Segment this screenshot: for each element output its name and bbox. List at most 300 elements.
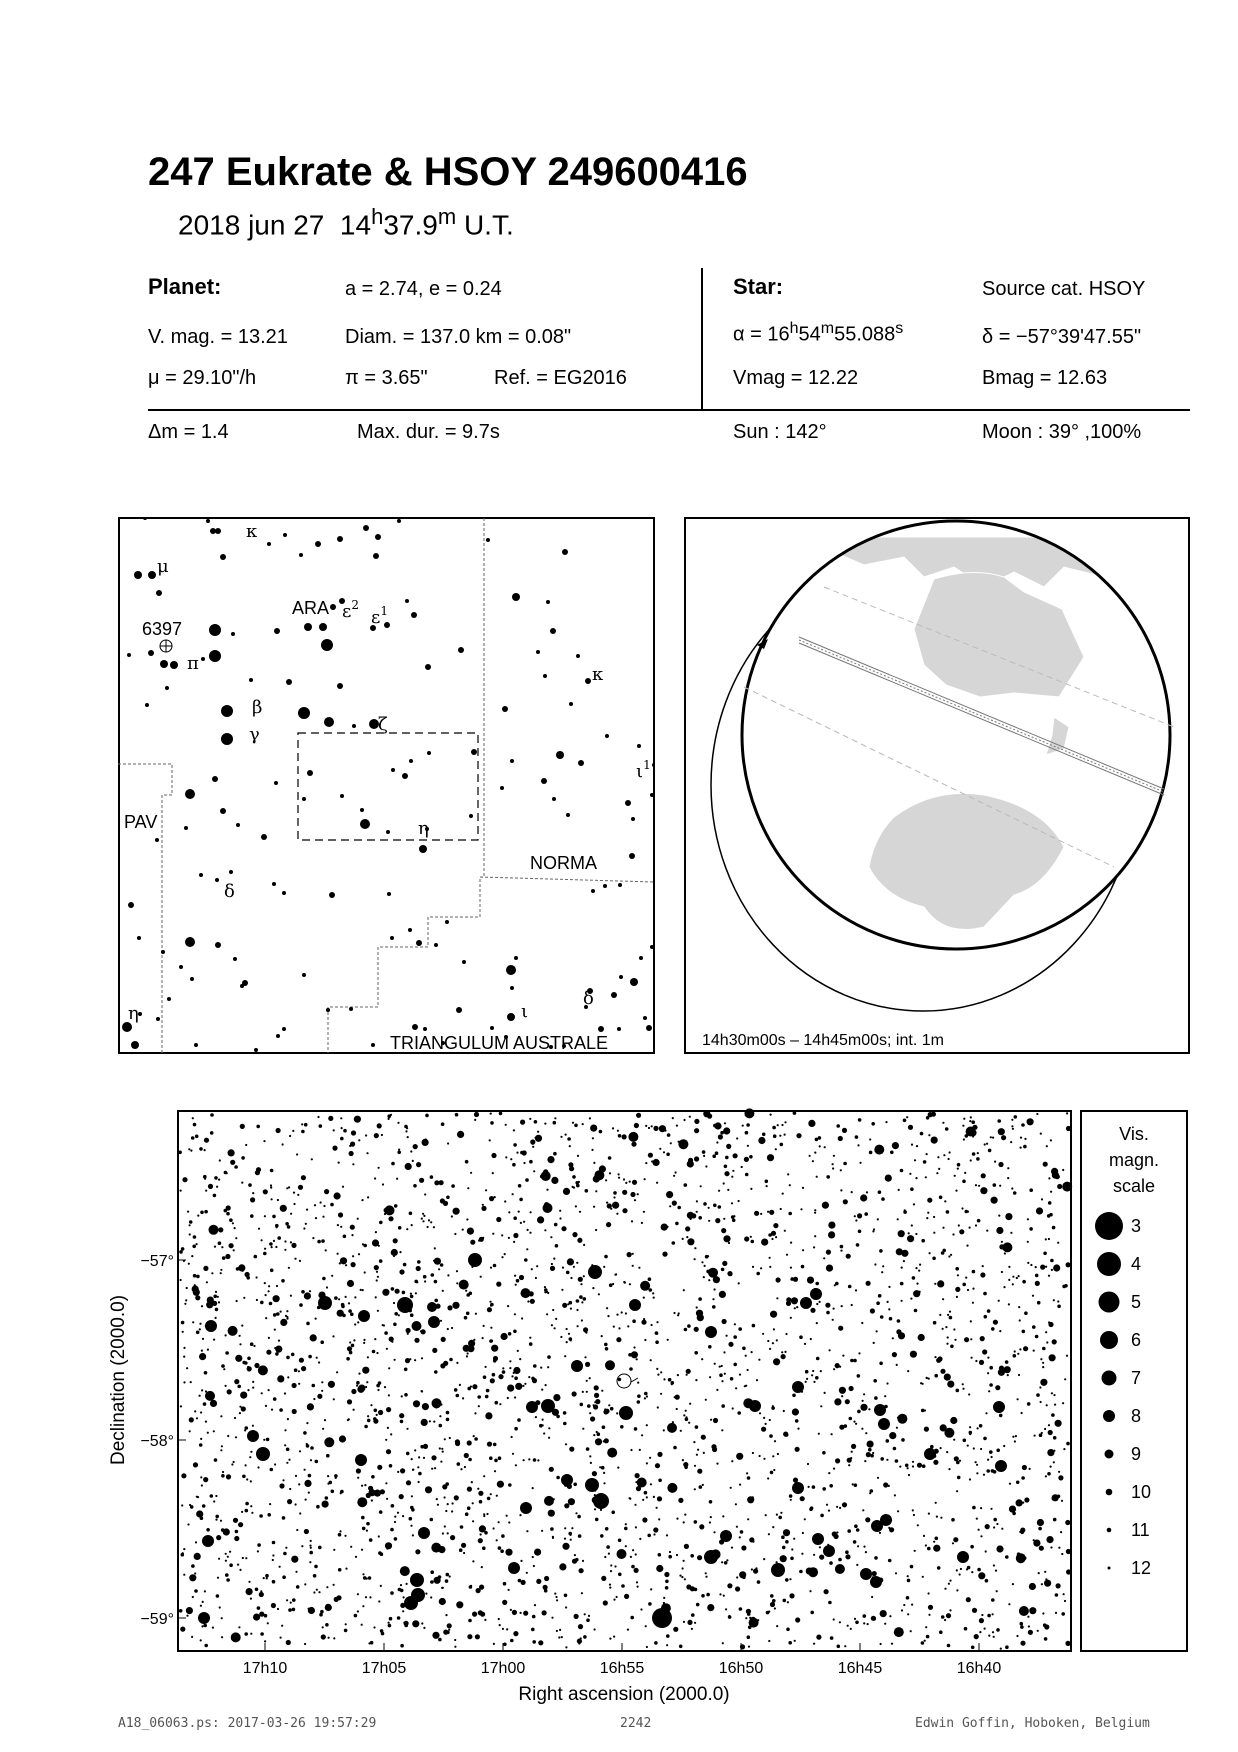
field-star	[1057, 1305, 1061, 1309]
field-star	[728, 1242, 730, 1244]
field-star	[921, 1641, 925, 1645]
field-star	[687, 1238, 694, 1245]
field-star	[563, 1411, 567, 1415]
field-star	[949, 1609, 951, 1611]
field-star	[252, 1192, 254, 1194]
field-star	[582, 1428, 584, 1430]
legend-dot	[1105, 1450, 1114, 1459]
field-star	[776, 1625, 778, 1627]
field-star	[338, 1212, 343, 1217]
field-star	[529, 1118, 531, 1120]
field-star	[519, 1358, 521, 1360]
field-star	[629, 1498, 631, 1500]
field-star	[495, 1401, 499, 1405]
field-star	[430, 1518, 434, 1522]
field-star	[616, 1596, 618, 1598]
field-star	[326, 1586, 328, 1588]
field-star	[582, 1391, 584, 1393]
field-star	[194, 1572, 196, 1574]
field-star	[259, 1592, 264, 1597]
field-star	[810, 1308, 815, 1313]
field-star	[805, 1381, 807, 1383]
field-star	[284, 1249, 286, 1251]
field-star	[563, 1422, 567, 1426]
legend-title-1: Vis.	[1119, 1124, 1149, 1144]
finder-star	[619, 975, 623, 979]
field-star	[881, 1271, 883, 1273]
field-star	[933, 1541, 935, 1543]
ytick-label: −59°	[140, 1611, 174, 1628]
field-star	[874, 1556, 878, 1560]
label-delta: δ	[224, 881, 235, 902]
field-star	[1029, 1607, 1036, 1614]
field-star	[633, 1346, 635, 1348]
field-star	[663, 1597, 665, 1599]
field-star	[294, 1258, 296, 1260]
legend-dot	[1107, 1528, 1112, 1533]
field-star	[992, 1613, 994, 1615]
field-star	[573, 1266, 575, 1268]
field-star	[676, 1518, 678, 1520]
field-star	[410, 1525, 412, 1527]
field-star	[305, 1499, 307, 1501]
finder-star	[618, 883, 622, 887]
field-star	[328, 1637, 330, 1639]
field-star	[235, 1355, 242, 1362]
field-star	[780, 1208, 782, 1210]
field-star	[493, 1527, 495, 1529]
field-star	[988, 1149, 992, 1153]
field-star	[911, 1224, 913, 1226]
field-star	[342, 1186, 344, 1188]
field-bright-star	[800, 1297, 812, 1309]
finder-star	[215, 528, 221, 534]
field-star	[713, 1276, 720, 1283]
field-star	[580, 1403, 584, 1407]
field-star	[816, 1303, 818, 1305]
field-star	[446, 1196, 450, 1200]
field-star	[589, 1117, 591, 1119]
field-star	[532, 1556, 534, 1558]
field-bright-star	[526, 1401, 538, 1413]
field-star	[233, 1461, 235, 1463]
field-star	[814, 1209, 816, 1211]
field-star	[598, 1293, 600, 1295]
field-star	[768, 1233, 772, 1237]
field-star	[220, 1415, 222, 1417]
field-star	[634, 1504, 636, 1506]
field-star	[694, 1488, 696, 1490]
field-star	[870, 1308, 875, 1313]
field-star	[734, 1323, 736, 1325]
field-star	[643, 1297, 645, 1299]
field-star	[928, 1378, 930, 1380]
field-star	[196, 1275, 200, 1279]
field-star	[634, 1199, 636, 1201]
field-bright-star	[880, 1514, 892, 1526]
ra-prefix: α = 16	[733, 323, 790, 346]
field-star	[555, 1318, 557, 1320]
field-star	[374, 1177, 376, 1179]
field-star	[946, 1210, 950, 1214]
field-star	[954, 1456, 959, 1461]
field-star	[608, 1553, 610, 1555]
field-star	[268, 1285, 270, 1287]
label-ara: ARA	[292, 598, 330, 618]
field-star	[713, 1418, 718, 1423]
field-star	[430, 1596, 432, 1598]
field-star	[501, 1256, 503, 1258]
field-star	[506, 1628, 508, 1630]
field-star	[585, 1189, 589, 1193]
minutes-unit: m	[437, 204, 457, 229]
finder-star	[471, 749, 477, 755]
field-star	[592, 1137, 594, 1139]
field-star	[683, 1621, 685, 1623]
field-star	[542, 1424, 544, 1426]
field-star	[214, 1458, 218, 1462]
field-star	[482, 1546, 486, 1550]
field-star	[948, 1158, 950, 1160]
field-star	[451, 1215, 453, 1217]
field-star	[992, 1631, 994, 1633]
field-star	[731, 1547, 733, 1549]
field-star	[639, 1449, 641, 1451]
field-star	[415, 1292, 417, 1294]
field-star	[786, 1254, 788, 1256]
field-star	[470, 1240, 475, 1245]
field-star	[482, 1204, 484, 1206]
field-star	[379, 1259, 383, 1263]
field-star	[1005, 1213, 1012, 1220]
field-star	[501, 1534, 505, 1538]
field-star	[828, 1472, 830, 1474]
field-star	[232, 1222, 234, 1224]
field-star	[683, 1414, 685, 1416]
field-star	[282, 1516, 286, 1520]
field-star	[975, 1461, 977, 1463]
field-star	[576, 1262, 578, 1264]
field-star	[319, 1124, 323, 1128]
field-star	[479, 1525, 486, 1532]
field-star	[1018, 1306, 1020, 1308]
field-star	[396, 1178, 398, 1180]
field-star	[981, 1614, 983, 1616]
field-star	[686, 1584, 691, 1589]
finder-star	[161, 950, 165, 954]
field-star	[406, 1583, 408, 1585]
field-star	[1014, 1115, 1018, 1119]
field-star	[213, 1339, 215, 1341]
field-star	[357, 1610, 359, 1612]
field-star	[595, 1518, 599, 1522]
field-star	[638, 1395, 640, 1397]
field-star	[472, 1502, 474, 1504]
field-star	[829, 1484, 833, 1488]
field-star	[483, 1325, 485, 1327]
field-star	[614, 1565, 616, 1567]
field-star	[925, 1626, 927, 1628]
field-star	[459, 1280, 469, 1290]
field-star	[680, 1430, 682, 1432]
field-star	[678, 1139, 688, 1149]
finder-star	[209, 624, 221, 636]
footer-author: Edwin Goffin, Hoboken, Belgium	[915, 1716, 1150, 1731]
field-star	[655, 1340, 659, 1344]
field-star	[587, 1404, 591, 1408]
field-star	[568, 1333, 570, 1335]
field-star	[340, 1226, 342, 1228]
field-star	[565, 1606, 567, 1608]
field-star	[986, 1143, 988, 1145]
field-star	[299, 1450, 301, 1452]
field-star	[956, 1461, 960, 1465]
field-star	[744, 1157, 749, 1162]
finder-star	[286, 679, 292, 685]
field-star	[878, 1190, 882, 1194]
field-star	[911, 1604, 913, 1606]
field-star	[907, 1575, 909, 1577]
field-star	[976, 1518, 978, 1520]
field-star	[767, 1340, 769, 1342]
field-star	[812, 1160, 814, 1162]
field-star	[943, 1154, 945, 1156]
field-star	[752, 1266, 754, 1268]
field-star	[554, 1327, 556, 1329]
field-star	[217, 1296, 219, 1298]
field-star	[910, 1187, 914, 1191]
field-star	[806, 1378, 808, 1380]
field-star	[637, 1193, 639, 1195]
field-star	[423, 1627, 425, 1629]
field-star	[713, 1124, 717, 1128]
field-star	[286, 1187, 288, 1189]
field-star	[713, 1531, 715, 1533]
field-star	[653, 1527, 658, 1532]
field-star	[1066, 1442, 1070, 1446]
finder-star	[591, 889, 595, 893]
field-star	[772, 1599, 776, 1603]
field-star	[666, 1634, 670, 1638]
field-star	[463, 1345, 470, 1352]
field-star	[1040, 1379, 1047, 1386]
field-star	[790, 1317, 792, 1319]
field-bright-star	[411, 1588, 425, 1602]
field-star	[336, 1371, 338, 1373]
finder-star	[569, 702, 573, 706]
finder-star	[617, 1027, 621, 1031]
field-star	[218, 1558, 220, 1560]
field-star	[668, 1555, 672, 1559]
field-star	[289, 1488, 291, 1490]
moon-info: Moon : 39° ,100%	[982, 421, 1142, 443]
field-star	[274, 1329, 276, 1331]
field-star	[325, 1623, 329, 1627]
field-star	[532, 1615, 536, 1619]
field-star	[952, 1233, 954, 1235]
field-star	[1001, 1135, 1006, 1140]
field-star	[1005, 1555, 1009, 1559]
field-star	[948, 1468, 950, 1470]
field-star	[1007, 1177, 1009, 1179]
field-star	[1016, 1635, 1018, 1637]
field-star	[245, 1144, 247, 1146]
field-star	[326, 1454, 330, 1458]
field-star	[959, 1229, 964, 1234]
field-star	[272, 1580, 276, 1584]
field-star	[1014, 1350, 1016, 1352]
finder-star	[167, 997, 171, 1001]
field-star	[649, 1457, 651, 1459]
field-star	[306, 1422, 308, 1424]
field-star	[244, 1632, 248, 1636]
field-star	[275, 1352, 279, 1356]
field-star	[382, 1183, 384, 1185]
field-star	[983, 1437, 987, 1441]
field-star	[201, 1350, 203, 1352]
field-star	[586, 1447, 590, 1451]
field-star	[519, 1514, 521, 1516]
field-star	[632, 1549, 634, 1551]
field-star	[398, 1149, 400, 1151]
field-star	[847, 1529, 851, 1533]
field-star	[836, 1531, 838, 1533]
field-star	[813, 1643, 815, 1645]
field-star	[243, 1297, 245, 1299]
field-star	[411, 1458, 413, 1460]
field-star	[696, 1603, 700, 1607]
field-star	[828, 1601, 832, 1605]
field-star	[397, 1122, 399, 1124]
field-star	[822, 1451, 826, 1455]
field-star	[885, 1175, 892, 1182]
field-star	[203, 1402, 207, 1406]
field-star	[186, 1367, 188, 1369]
field-star	[772, 1455, 774, 1457]
field-star	[640, 1281, 650, 1291]
finder-star	[340, 794, 344, 798]
field-star	[784, 1351, 786, 1353]
field-star	[279, 1566, 281, 1568]
field-star	[559, 1210, 561, 1212]
field-star	[947, 1336, 949, 1338]
field-star	[618, 1173, 620, 1175]
field-star	[200, 1211, 204, 1215]
field-star	[203, 1477, 208, 1482]
field-star	[1029, 1468, 1031, 1470]
field-bright-star	[870, 1576, 882, 1588]
field-star	[1021, 1476, 1025, 1480]
finder-star	[274, 628, 280, 634]
field-star	[696, 1310, 703, 1317]
finder-star	[131, 1041, 139, 1049]
field-star	[316, 1589, 318, 1591]
field-star	[650, 1483, 652, 1485]
field-star	[592, 1287, 594, 1289]
field-star	[286, 1356, 290, 1360]
field-star	[796, 1306, 798, 1308]
field-star	[397, 1151, 401, 1155]
field-star	[1057, 1242, 1059, 1244]
field-star	[979, 1631, 981, 1633]
field-star	[444, 1525, 446, 1527]
field-star	[952, 1542, 954, 1544]
field-star	[410, 1313, 414, 1317]
field-star	[304, 1123, 308, 1127]
field-star	[600, 1534, 604, 1538]
field-star	[833, 1368, 835, 1370]
field-star	[741, 1545, 746, 1550]
label-pi: π	[187, 653, 199, 674]
field-star	[921, 1409, 925, 1413]
field-star	[776, 1514, 778, 1516]
field-star	[955, 1287, 960, 1292]
field-star	[1012, 1276, 1014, 1278]
field-star	[989, 1366, 993, 1370]
field-star	[581, 1592, 583, 1594]
field-star	[420, 1330, 422, 1332]
field-star	[989, 1383, 993, 1387]
field-star	[603, 1482, 605, 1484]
field-star	[227, 1556, 229, 1558]
field-star	[365, 1596, 367, 1598]
field-star	[722, 1642, 724, 1644]
field-star	[409, 1517, 413, 1521]
field-star	[508, 1589, 510, 1591]
field-star	[1053, 1299, 1055, 1301]
field-star	[1003, 1445, 1005, 1447]
field-star	[991, 1598, 995, 1602]
field-star	[272, 1554, 274, 1556]
field-star	[901, 1438, 905, 1442]
planet-orbit: a = 2.74, e = 0.24	[345, 278, 502, 300]
field-star	[928, 1513, 930, 1515]
field-star	[226, 1474, 231, 1479]
field-star	[896, 1364, 898, 1366]
field-star	[767, 1211, 769, 1213]
label-kappa-nor: κ	[592, 664, 604, 685]
field-star	[874, 1145, 884, 1155]
field-star	[381, 1134, 383, 1136]
finder-star	[456, 1007, 462, 1013]
field-star	[840, 1245, 844, 1249]
field-star	[572, 1559, 577, 1564]
field-star	[518, 1184, 522, 1188]
hours-unit: h	[371, 204, 384, 229]
field-star	[910, 1565, 914, 1569]
field-star	[213, 1194, 217, 1198]
field-star	[934, 1283, 936, 1285]
field-star	[973, 1447, 975, 1449]
field-star	[486, 1389, 490, 1393]
field-star	[663, 1129, 665, 1131]
field-star	[928, 1614, 930, 1616]
field-star	[430, 1175, 434, 1179]
field-star	[1009, 1483, 1011, 1485]
field-star	[739, 1374, 741, 1376]
field-star	[225, 1573, 229, 1577]
field-star	[843, 1162, 847, 1166]
field-star	[759, 1455, 761, 1457]
field-star	[275, 1246, 277, 1248]
field-bright-star	[771, 1563, 785, 1577]
field-star	[490, 1113, 492, 1115]
field-star	[959, 1573, 961, 1575]
field-star	[301, 1175, 306, 1180]
field-star	[804, 1518, 806, 1520]
field-star	[523, 1459, 525, 1461]
field-star	[191, 1255, 193, 1257]
